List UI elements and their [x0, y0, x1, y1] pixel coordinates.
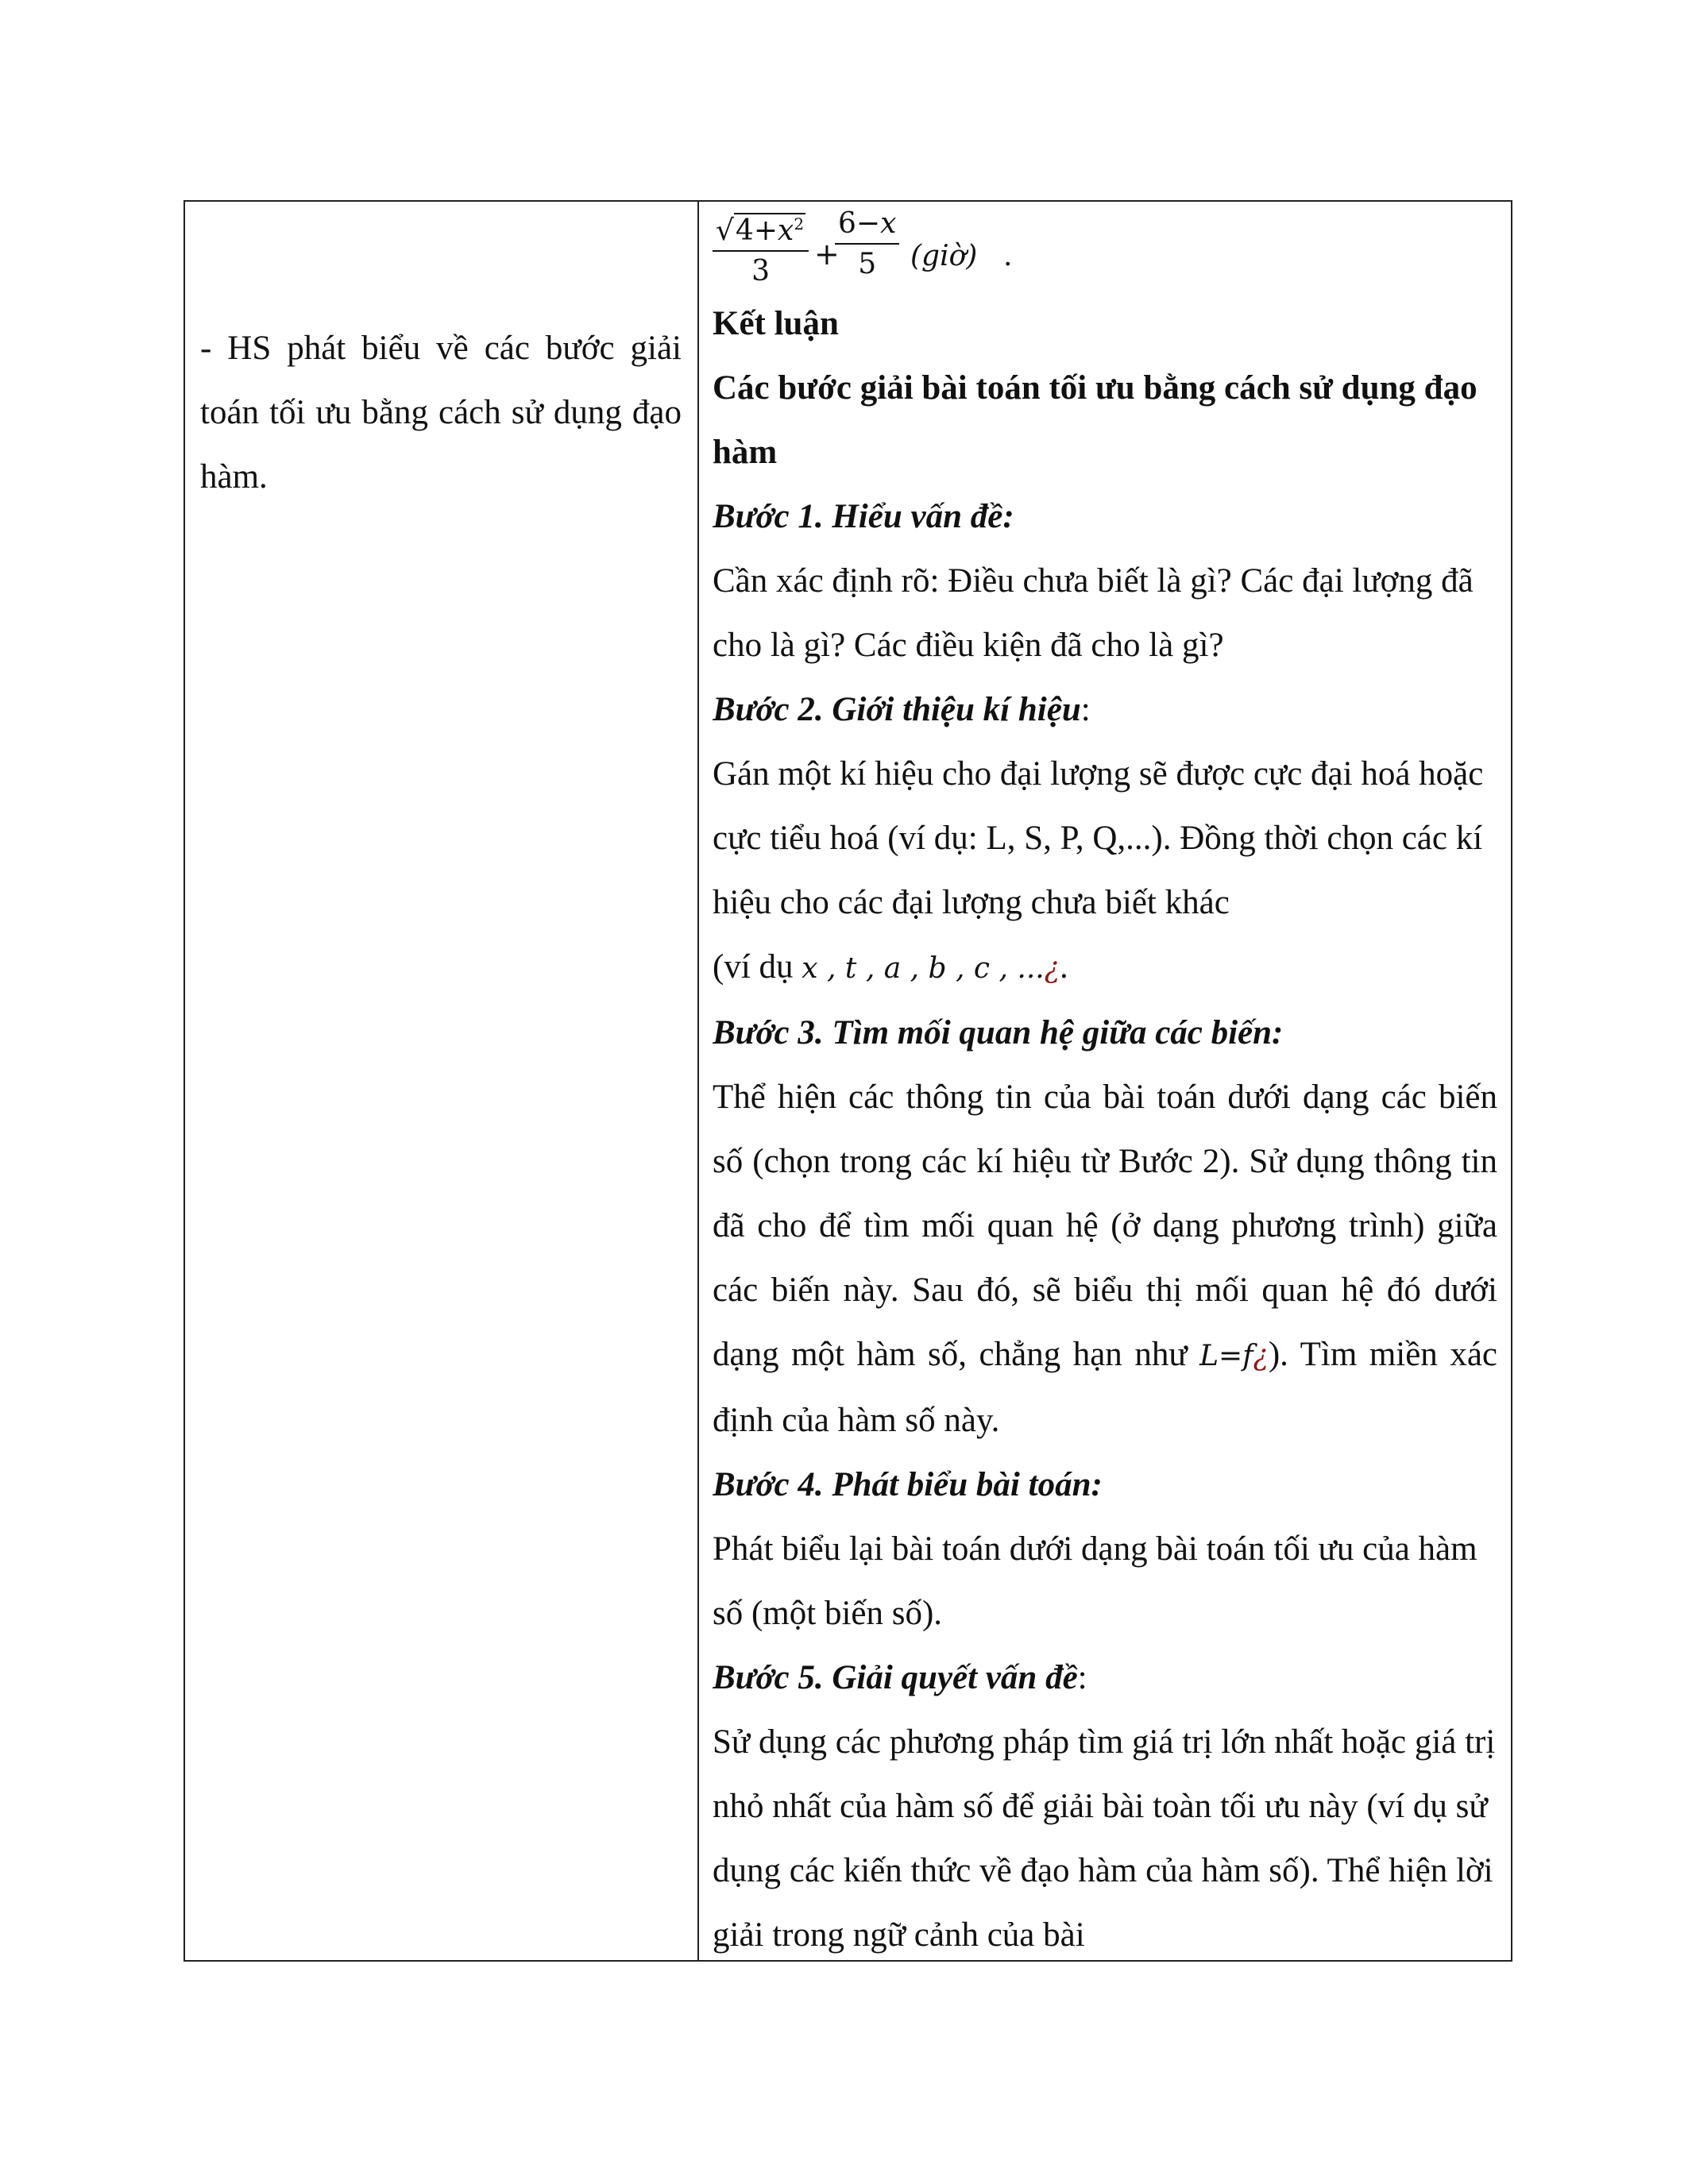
student-activity-text: - HS phát biểu về các bước giải toán tối ưu bằng cách sử dụng đạo hàm. — [200, 330, 682, 496]
conclusion-heading: Kết luận — [713, 305, 839, 342]
conclusion-title: Các bước giải bài toán tối ưu bằng cách sử dụng đạo hàm — [713, 369, 1477, 471]
function-glyph: ¿ — [1253, 1340, 1269, 1372]
step2-title: Bước 2. Giới thiệu kí hiệu — [713, 691, 1081, 728]
fraction-1-denominator: 3 — [751, 255, 770, 287]
example-variables: x , t , a , b , c , ... — [802, 952, 1045, 985]
plus-sign: + — [814, 237, 840, 272]
step2-heading: Bước 2. Giới thiệu kí hiệu: — [713, 691, 1091, 728]
right-cell — [713, 200, 1497, 1960]
step4-title: Bước 4. Phát biểu bài toán: — [713, 1466, 1103, 1503]
left-cell — [200, 316, 682, 509]
fraction-2-numerator: 6− — [838, 207, 881, 240]
step3-title: Bước 3. Tìm mối quan hệ giữa các biến: — [713, 1014, 1284, 1051]
step2-body: Gán một kí hiệu cho đại lượng sẽ được cực đại hoá hoặc cực tiểu hoá (ví dụ: L, S, P, Q,...). Đồng thời chọn các kí hiệu cho các đại lượng chưa biết khác — [713, 755, 1484, 921]
step5-body: Sử dụng các phương pháp tìm giá trị lớn nhất hoặc giá trị nhỏ nhất của hàm số để giải bài toàn tối ưu này (ví dụ sử dụng các kiến thức về đạo hàm của hàm số). Thể hiện lời giải trong ngữ cảnh của bài — [713, 1723, 1496, 1954]
step1-body: Cần xác định rõ: Điều chưa biết là gì? Các đại lượng đã cho là gì? Các điều kiện đã cho là gì? — [713, 562, 1474, 664]
function-expression: L=f — [1199, 1340, 1253, 1372]
time-formula — [713, 200, 1497, 291]
step2-example: (ví dụ x , t , a , b , c , ...¿. — [713, 948, 1068, 986]
step5-title: Bước 5. Giải quyết vấn đề — [713, 1659, 1078, 1696]
sqrt-radicand: 4+ — [735, 214, 778, 247]
step1-title: Bước 1. Hiểu vấn đề: — [713, 498, 1014, 535]
fraction-2: $\frac{6-x}{5}$ — [835, 205, 899, 284]
formula-unit: (giờ) — [910, 240, 978, 272]
example-glyph: ¿ — [1044, 952, 1060, 985]
step3-body: Thể hiện các thông tin của bài toán dưới dạng các biến số (chọn trong các kí hiệu từ Bước 2). Sử dụng thông tin đã cho để tìm mối quan hệ (ở dạng phương trình) giữa các biến này. Sau đó, sẽ biểu thị mối quan hệ đó dưới dạng một hàm số, chẳng hạn như L=f¿). Tìm miền xác định của hàm số này. — [713, 1078, 1497, 1439]
fraction-1: $\frac{√4+x^2}{3}$ — [713, 205, 809, 291]
column-divider — [697, 200, 699, 1962]
step5-heading: Bước 5. Giải quyết vấn đề: — [713, 1659, 1087, 1696]
step4-body: Phát biểu lại bài toán dưới dạng bài toán tối ưu của hàm số (một biến số). — [713, 1530, 1477, 1632]
formula-end: . — [1003, 240, 1013, 272]
fraction-2-denominator: 5 — [858, 248, 877, 280]
